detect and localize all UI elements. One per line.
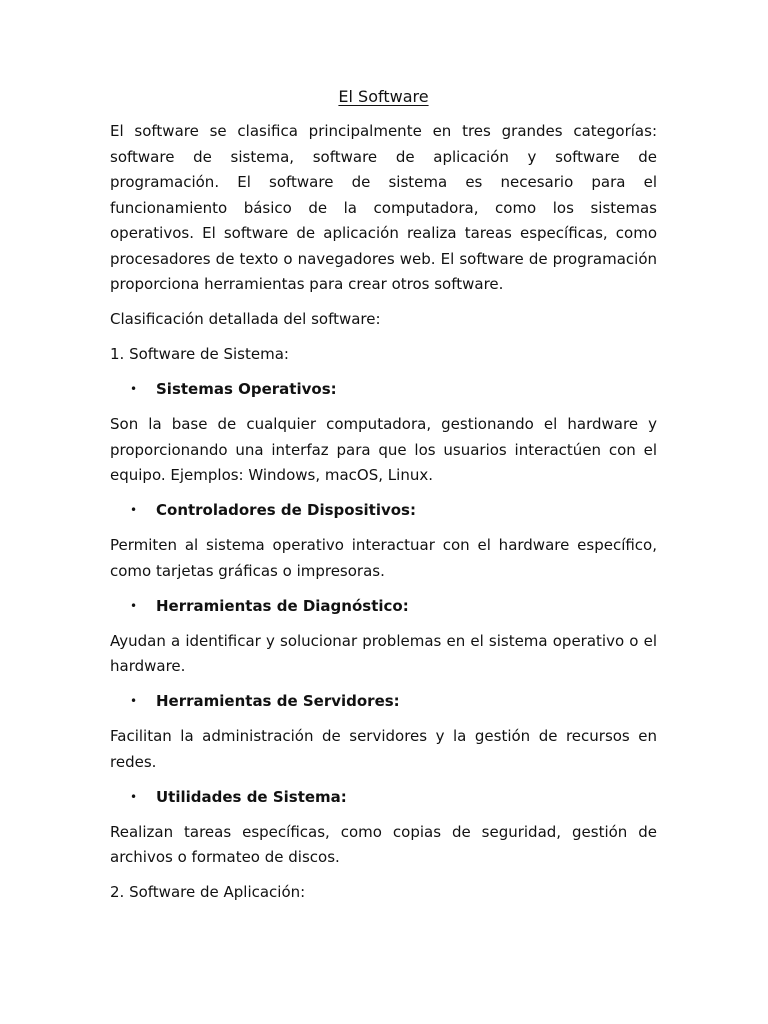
bullet-item-title: Sistemas Operativos: (156, 380, 337, 398)
section-heading-application-software: 2. Software de Aplicación: (110, 883, 306, 901)
document-page (110, 84, 657, 915)
bullet-item-device-drivers (110, 498, 657, 524)
bullet-icon: • (130, 694, 138, 708)
bullet-icon: • (130, 598, 138, 613)
classification-heading: Clasificación detallada del software: (110, 310, 381, 328)
bullet-item-title: Herramientas de Servidores: (156, 692, 400, 710)
item-description: Permiten al sistema operativo interactuar con el hardware específico, como tarjetas gráficas o impresoras. (110, 536, 657, 580)
bullet-item-title: Utilidades de Sistema: (156, 787, 347, 806)
bullet-item-title: Controladores de Dispositivos: (156, 501, 416, 519)
bullet-icon: • (130, 789, 138, 804)
bullet-item-system-utilities (110, 785, 657, 811)
bullet-item-server-tools (110, 689, 657, 715)
section-heading-system-software: 1. Software de Sistema: (110, 345, 289, 363)
item-description: Son la base de cualquier computadora, gestionando el hardware y proporcionando una interfaz para que los usuarios interactúen con el equipo. Ejemplos: Windows, macOS, Linux. (110, 415, 657, 484)
bullet-item-title: Herramientas de Diagnóstico: (156, 596, 409, 615)
bullet-icon: • (130, 503, 138, 517)
document-title: El Software (338, 87, 429, 106)
bullet-item-operating-systems (110, 377, 657, 403)
item-description: Ayudan a identificar y solucionar problemas en el sistema operativo o el hardware. (110, 631, 657, 675)
bullet-item-diagnostic-tools (110, 594, 657, 620)
intro-paragraph: El software se clasifica principalmente en tres grandes categorías: software de sistema, software de aplicación y software de programación. El software de sistema es necesario para el funcionamiento básico de la computadora, como los sistemas operativos. El software de aplicación realiza tareas específicas, como procesadores de texto o navegadores web. El software de programación proporciona herramientas para crear otros software. (110, 122, 657, 293)
item-description: Realizan tareas específicas, como copias de seguridad, gestión de archivos o formateo de discos. (110, 822, 657, 866)
item-description: Facilitan la administración de servidores y la gestión de recursos en redes. (110, 727, 657, 771)
bullet-icon: • (130, 382, 138, 396)
